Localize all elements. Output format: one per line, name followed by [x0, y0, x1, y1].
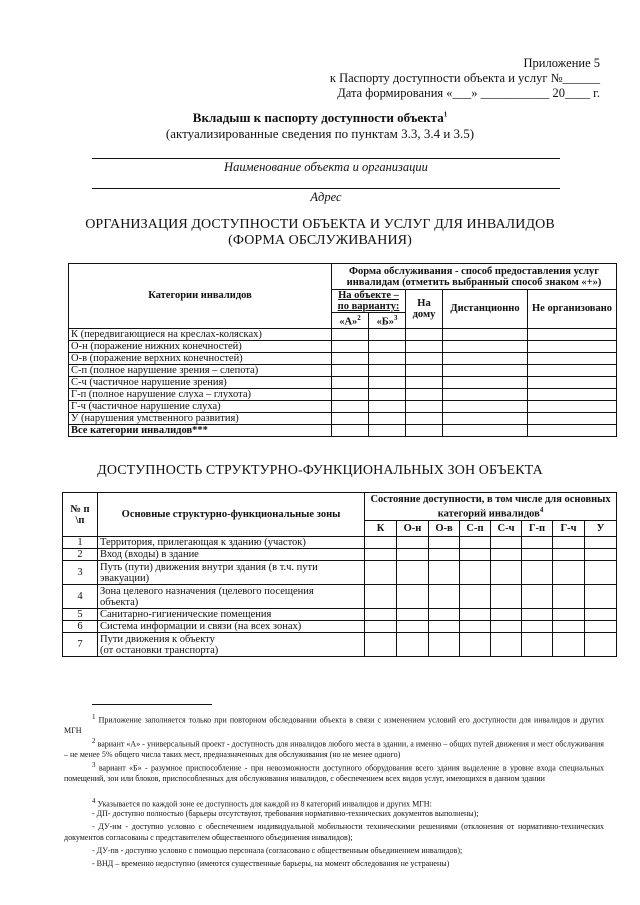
service-form-cell[interactable] [369, 412, 406, 424]
accessibility-cell[interactable] [553, 549, 585, 561]
zone-label: Территория, прилегающая к зданию (участок) [98, 537, 365, 549]
service-form-cell[interactable] [528, 364, 617, 376]
zones-table [62, 492, 617, 657]
accessibility-cell[interactable] [522, 561, 553, 585]
accessibility-cell[interactable] [429, 609, 460, 621]
service-form-cell[interactable] [332, 412, 369, 424]
zone-row [63, 633, 617, 657]
category-row [69, 352, 617, 364]
category-label: О-н (поражение нижних конечностей) [69, 340, 332, 352]
accessibility-cell[interactable] [365, 621, 397, 633]
footnote-4-item-1: - ДП- доступно полностью (барьеры отсутствуют, требования нормативно-технических документов выполнены); [92, 809, 479, 818]
zone-label [98, 633, 365, 657]
accessibility-cell[interactable] [522, 537, 553, 549]
zone-row [63, 585, 617, 609]
accessibility-cell[interactable] [429, 561, 460, 585]
accessibility-cell[interactable] [491, 585, 522, 609]
accessibility-cell[interactable] [365, 549, 397, 561]
accessibility-cell[interactable] [460, 561, 491, 585]
accessibility-cell[interactable] [522, 549, 553, 561]
zone-row [63, 537, 617, 549]
zone-label [98, 585, 365, 609]
footnote-1-mark: 1 [92, 713, 96, 721]
accessibility-cell[interactable] [429, 585, 460, 609]
header-not-organized: Не организовано [528, 290, 617, 329]
zone-row [63, 609, 617, 621]
footnotes-separator [92, 704, 212, 705]
service-form-cell[interactable] [406, 388, 443, 400]
service-form-body [69, 328, 617, 436]
accessibility-cell[interactable] [365, 609, 397, 621]
accessibility-cell[interactable] [460, 549, 491, 561]
footnote-1 [64, 712, 604, 737]
accessibility-cell[interactable] [397, 537, 429, 549]
document-title-text: Вкладыш к паспорту доступности объекта [192, 110, 444, 125]
accessibility-cell[interactable] [522, 621, 553, 633]
service-form-cell[interactable] [528, 388, 617, 400]
footnote-2-text: вариант «А» - универсальный проект - доступность для инвалидов любого места в здании, а именно – общих путей движения и мест обслуживания – не менее 5% общего числа таких мест, предназначенных для обслуживания (но не менее одного) [64, 739, 604, 760]
section1-subtitle: (ФОРМА ОБСЛУЖИВАНИЯ) [228, 233, 412, 248]
service-form-cell[interactable] [443, 412, 528, 424]
accessibility-cell[interactable] [397, 561, 429, 585]
accessibility-cell[interactable] [397, 633, 429, 657]
service-form-cell[interactable] [369, 340, 406, 352]
variant-b-label: «Б» [376, 316, 394, 328]
accessibility-cell[interactable] [460, 585, 491, 609]
service-form-cell[interactable] [406, 400, 443, 412]
service-form-cell[interactable] [369, 400, 406, 412]
header-home: На дому [406, 290, 443, 329]
category-row [69, 388, 617, 400]
service-form-cell[interactable] [443, 400, 528, 412]
service-form-cell[interactable] [369, 376, 406, 388]
accessibility-cell[interactable] [553, 633, 585, 657]
service-form-cell[interactable] [528, 352, 617, 364]
object-name-caption: Наименование объекта и организации [224, 160, 428, 174]
category-header-cell: С-п [460, 521, 491, 537]
accessibility-cell[interactable] [460, 609, 491, 621]
accessibility-cell[interactable] [460, 621, 491, 633]
service-form-cell[interactable] [406, 340, 443, 352]
section1-title: ОРГАНИЗАЦИЯ ДОСТУПНОСТИ ОБЪЕКТА И УСЛУГ ДЛЯ ИНВАЛИДОВ [85, 217, 555, 232]
footnote-3 [64, 760, 604, 785]
category-label: К (передвигающиеся на креслах-колясках) [69, 328, 332, 340]
category-header-cell: Г-ч [553, 521, 585, 537]
zone-label: Вход (входы) в здание [98, 549, 365, 561]
service-form-cell[interactable] [332, 328, 369, 340]
category-label: С-п (полное нарушение зрения – слепота) [69, 364, 332, 376]
footnote-ref-3: 3 [393, 314, 398, 322]
zone-number: 2 [63, 549, 98, 561]
category-row [69, 424, 617, 436]
service-form-cell[interactable] [528, 424, 617, 436]
accessibility-cell[interactable] [429, 633, 460, 657]
header-accessibility-state [365, 493, 617, 521]
footnote-3-text: вариант «Б» - разумное приспособление - при невозможности доступного оборудования всего здания выделение в уровне входа специальных помещений, зон или блоков, приспособленных для обслуживания инвалидов, с обеспечением всех видов услуг, имеющихся в данном здании [64, 763, 604, 784]
accessibility-cell[interactable] [491, 537, 522, 549]
service-form-cell[interactable] [528, 340, 617, 352]
accessibility-cell[interactable] [522, 633, 553, 657]
zone-number: 1 [63, 537, 98, 549]
zone-number: 6 [63, 621, 98, 633]
zone-label: Система информации и связи (на всех зонах) [98, 621, 365, 633]
zone-number: 5 [63, 609, 98, 621]
accessibility-cell[interactable] [585, 621, 617, 633]
document-title [0, 110, 640, 126]
object-name-line [92, 158, 560, 159]
footnote-4-text: Указывается по каждой зоне ее доступность для каждой из 8 категорий инвалидов и других МГН: [97, 799, 432, 809]
service-form-cell[interactable] [369, 352, 406, 364]
address-caption: Адрес [310, 190, 342, 204]
appendix-number: Приложение 5 [523, 56, 600, 70]
category-header-cell: Г-п [522, 521, 553, 537]
accessibility-cell[interactable] [553, 561, 585, 585]
category-label: С-ч (частичное нарушение зрения) [69, 376, 332, 388]
header-remote: Дистанционно [443, 290, 528, 329]
accessibility-cell[interactable] [491, 549, 522, 561]
accessibility-cell[interactable] [429, 621, 460, 633]
appendix-header [330, 56, 600, 101]
zone-label-line: объекта) [100, 596, 139, 608]
zone-row [63, 549, 617, 561]
category-row [69, 340, 617, 352]
accessibility-cell[interactable] [365, 537, 397, 549]
category-row [69, 400, 617, 412]
zone-number: 7 [63, 633, 98, 657]
accessibility-cell[interactable] [553, 585, 585, 609]
accessibility-state-label: Состояние доступности, в том числе для основных категорий инвалидов [370, 493, 611, 520]
zone-label-line: Путь (пути) движения внутри здания (в т.ч. пути [100, 561, 318, 573]
address-line [92, 188, 560, 189]
accessibility-cell[interactable] [553, 621, 585, 633]
accessibility-cell[interactable] [585, 549, 617, 561]
category-header-cell: С-ч [491, 521, 522, 537]
header-variant-b [369, 313, 406, 329]
accessibility-cell[interactable] [585, 585, 617, 609]
service-form-cell[interactable] [332, 400, 369, 412]
accessibility-cell[interactable] [585, 561, 617, 585]
accessibility-cell[interactable] [429, 537, 460, 549]
accessibility-cell[interactable] [491, 561, 522, 585]
category-header-cell: О-н [397, 521, 429, 537]
document-subtitle: (актуализированные сведения по пунктам 3.3, 3.4 и 3.5) [165, 126, 475, 141]
service-form-cell[interactable] [443, 328, 528, 340]
service-form-cell[interactable] [443, 424, 528, 436]
service-form-cell[interactable] [406, 364, 443, 376]
footnote-4-item-2: - ДУ-им - доступно условно с обеспечением индивидуальной мобильности техническими решениями (отклонения от нормативно-технических документов согласованы с представителем общественного объединения инвалидов); [64, 822, 604, 842]
service-form-cell[interactable] [332, 364, 369, 376]
accessibility-cell[interactable] [365, 561, 397, 585]
footnote-2-mark: 2 [92, 737, 96, 745]
category-label: Все категории инвалидов*** [69, 424, 332, 436]
category-label: Г-п (полное нарушение слуха – глухота) [69, 388, 332, 400]
date-line: Дата формирования «___» ___________ 20____ г. [337, 86, 600, 100]
header-zones: Основные структурно-функциональные зоны [98, 493, 365, 537]
accessibility-cell[interactable] [553, 537, 585, 549]
accessibility-cell[interactable] [491, 633, 522, 657]
accessibility-cell[interactable] [429, 549, 460, 561]
service-form-cell[interactable] [528, 376, 617, 388]
service-form-cell[interactable] [406, 328, 443, 340]
footnote-4-item-4: - ВНД – временно недоступно (имеются существенные барьеры, на момент обследования не устранены) [92, 859, 450, 868]
zone-number: 3 [63, 561, 98, 585]
footnote-ref-4: 4 [539, 505, 544, 514]
service-form-table [68, 263, 617, 437]
category-row [69, 412, 617, 424]
footnote-1-text: Приложение заполняется только при повторном обследовании объекта в связи с изменением условий его доступности для инвалидов и других МГН [64, 715, 604, 736]
zone-row [63, 621, 617, 633]
accessibility-cell[interactable] [585, 609, 617, 621]
accessibility-cell[interactable] [491, 621, 522, 633]
service-form-cell[interactable] [528, 328, 617, 340]
service-form-cell[interactable] [443, 388, 528, 400]
zone-label-line: Пути движения к объекту [100, 633, 215, 645]
category-row [69, 328, 617, 340]
accessibility-cell[interactable] [397, 549, 429, 561]
accessibility-cell[interactable] [553, 609, 585, 621]
service-form-cell[interactable] [406, 424, 443, 436]
footnote-2 [64, 736, 604, 761]
accessibility-cell[interactable] [397, 585, 429, 609]
zone-label-line: (от остановки транспорта) [100, 644, 219, 656]
category-header-cell: К [365, 521, 397, 537]
category-row [69, 376, 617, 388]
header-service-form: Форма обслуживания - способ предоставления услуг инвалидам (отметить выбранный способ знаком «+») [332, 264, 617, 290]
service-form-cell[interactable] [406, 412, 443, 424]
service-form-cell[interactable] [332, 340, 369, 352]
zone-label: Санитарно-гигиенические помещения [98, 609, 365, 621]
category-header-cell: О-в [429, 521, 460, 537]
section2-title: ДОСТУПНОСТЬ СТРУКТУРНО-ФУНКЦИОНАЛЬНЫХ ЗОН ОБЪЕКТА [97, 463, 543, 478]
category-label: О-в (поражение верхних конечностей) [69, 352, 332, 364]
zone-number: 4 [63, 585, 98, 609]
service-form-cell[interactable] [369, 364, 406, 376]
zone-label-line: Зона целевого назначения (целевого посещения [100, 585, 314, 597]
accessibility-cell[interactable] [522, 585, 553, 609]
service-form-cell[interactable] [369, 424, 406, 436]
accessibility-cell[interactable] [365, 633, 397, 657]
service-form-cell[interactable] [528, 400, 617, 412]
service-form-cell[interactable] [443, 340, 528, 352]
category-header-cell: У [585, 521, 617, 537]
category-label: У (нарушения умственного развития) [69, 412, 332, 424]
zone-label-line: эвакуации) [100, 572, 150, 584]
footnote-ref-2: 2 [357, 314, 361, 322]
service-form-cell[interactable] [443, 352, 528, 364]
accessibility-cell[interactable] [365, 585, 397, 609]
passport-reference: к Паспорту доступности объекта и услуг №______ [329, 71, 600, 85]
header-variant-a [332, 313, 369, 329]
service-form-cell[interactable] [528, 412, 617, 424]
accessibility-cell[interactable] [522, 609, 553, 621]
service-form-cell[interactable] [369, 388, 406, 400]
accessibility-cell[interactable] [397, 621, 429, 633]
category-label: Г-ч (частичное нарушение слуха) [69, 400, 332, 412]
service-form-cell[interactable] [332, 424, 369, 436]
accessibility-cell[interactable] [585, 633, 617, 657]
footnote-4-mark: 4 [92, 797, 96, 805]
zones-body [63, 537, 617, 657]
service-form-cell[interactable] [443, 376, 528, 388]
service-form-cell[interactable] [332, 352, 369, 364]
service-form-cell[interactable] [369, 328, 406, 340]
footnote-4-item-3: - ДУ-пв - доступно условно с помощью персонала (согласовано с общественным объединением инвалидов); [92, 846, 463, 855]
accessibility-cell[interactable] [397, 609, 429, 621]
category-row [69, 364, 617, 376]
footnote-3-mark: 3 [92, 761, 96, 769]
accessibility-cell[interactable] [460, 633, 491, 657]
footnote-ref-1: 1 [443, 110, 448, 119]
accessibility-cell[interactable] [491, 609, 522, 621]
zone-row [63, 561, 617, 585]
header-categories: Категории инвалидов [69, 264, 332, 329]
service-form-cell[interactable] [406, 376, 443, 388]
zone-label [98, 561, 365, 585]
accessibility-cell[interactable] [585, 537, 617, 549]
header-row-number: № п \п [63, 493, 98, 537]
service-form-cell[interactable] [332, 376, 369, 388]
variant-a-label: «А» [339, 316, 358, 328]
service-form-cell[interactable] [406, 352, 443, 364]
header-on-object: На объекте – по варианту: [332, 290, 406, 313]
service-form-cell[interactable] [332, 388, 369, 400]
accessibility-cell[interactable] [460, 537, 491, 549]
service-form-cell[interactable] [443, 364, 528, 376]
